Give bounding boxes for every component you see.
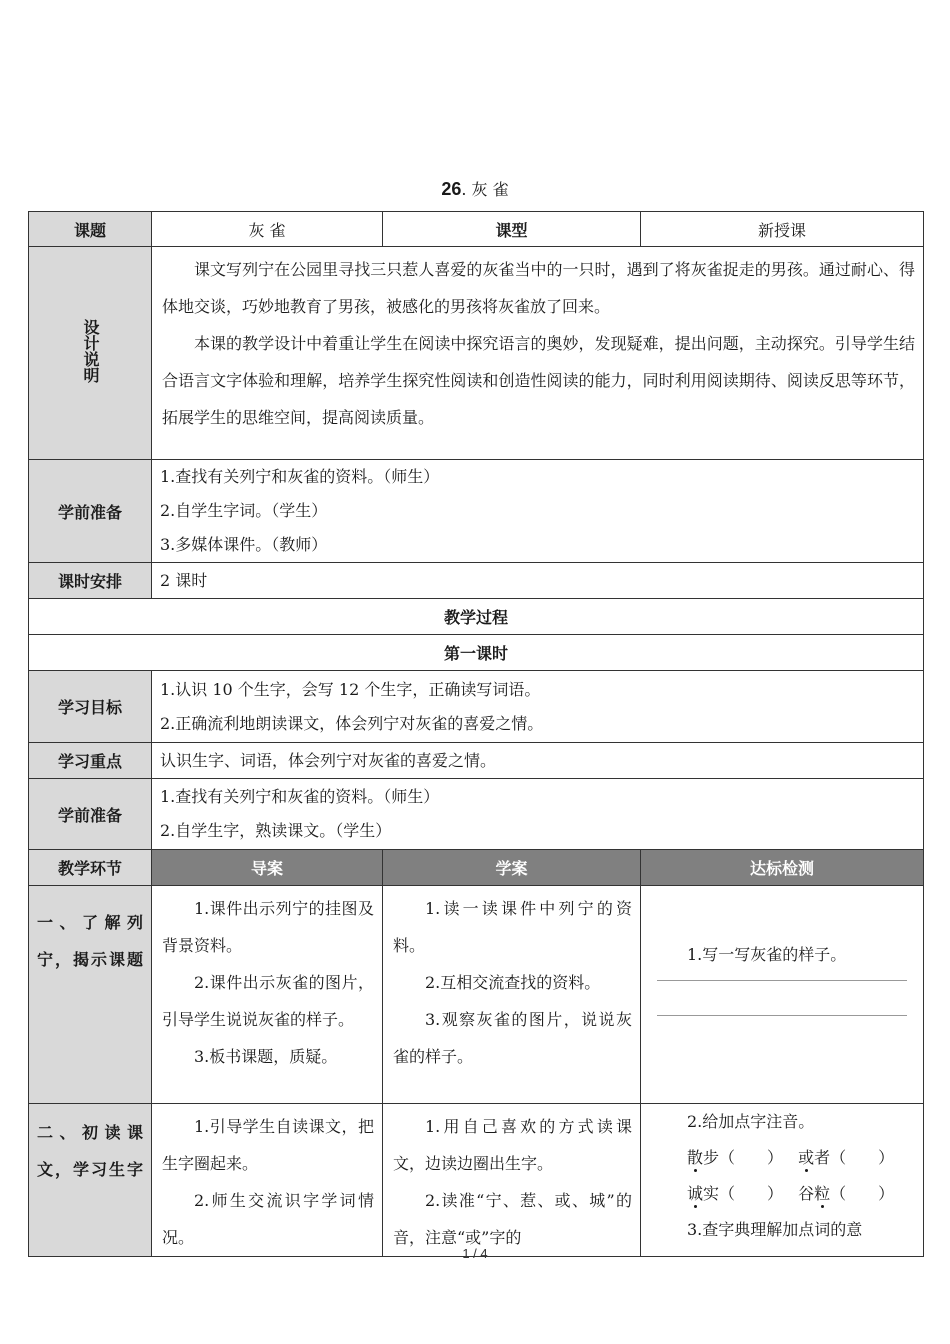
study-step: 1.读一读课件中列宁的资料。 <box>393 899 632 955</box>
prep1-item: 3.多媒体课件。（教师） <box>160 535 328 554</box>
goal-item: 1.认识 10 个生字，会写 12 个生字，正确读写词语。 <box>160 679 541 699</box>
schedule-row <box>29 563 924 599</box>
topic-value: 灰 雀 <box>152 212 383 247</box>
section1-row <box>29 886 924 1104</box>
word-item: 谷粒（ ） <box>798 1184 895 1203</box>
design-paragraph-2: 本课的教学设计中着重让学生在阅读中探究语言的奥妙，发现疑难，提出问题，主动探究。引导学生结合语言文字体验和理解，培养学生探究性阅读和创造性阅读的能力，同时利用阅读期待、阅读反思等环节，拓展学生的思维空间，提高阅读质量。 <box>162 334 915 427</box>
prep2-content <box>152 779 924 850</box>
guide-step: 1.课件出示列宁的挂图及背景资料。 <box>162 899 374 955</box>
answer-line <box>657 1015 907 1016</box>
header-row <box>29 212 924 247</box>
focus-row <box>29 743 924 779</box>
study-step: 1.用自己喜欢的方式读课文，边读边圈出生字。 <box>393 1117 632 1173</box>
type-label: 课型 <box>383 212 641 247</box>
design-paragraph-1: 课文写列宁在公园里寻找三只惹人喜爱的灰雀当中的一只时，遇到了将灰雀捉走的男孩。通过耐心、得体地交谈，巧妙地教育了男孩，被感化的男孩将灰雀放了回来。 <box>162 260 915 316</box>
goals-content <box>152 671 924 743</box>
answer-line <box>657 980 907 981</box>
study-step: 3.观察灰雀的图片，说说灰雀的样子。 <box>393 1010 632 1066</box>
design-text <box>152 247 923 442</box>
schedule-value: 2 课时 <box>152 563 924 599</box>
check-task: 1.写一写灰雀的样子。 <box>687 945 847 964</box>
lesson-number: 26 <box>441 179 462 199</box>
design-content <box>152 247 924 460</box>
word-row <box>687 1176 923 1212</box>
type-value: 新授课 <box>641 212 924 247</box>
process-title: 教学过程 <box>29 599 924 635</box>
schedule-label: 课时安排 <box>29 563 152 599</box>
lesson-name: . 灰 雀 <box>461 180 509 199</box>
section2-guide <box>152 1104 383 1257</box>
prep2-item: 2.自学生字，熟读课文。（学生） <box>160 821 392 840</box>
prep1-item: 2.自学生字词。（学生） <box>160 501 328 520</box>
phase-column-header: 教学环节 <box>29 850 152 886</box>
goals-row <box>29 671 924 743</box>
guide-step: 1.引导学生自读课文，把生字圈起来。 <box>162 1117 374 1173</box>
process-title-row <box>29 599 924 635</box>
word-row <box>687 1140 923 1176</box>
section1-guide <box>152 886 383 1104</box>
lesson-title: 第一课时 <box>29 635 924 671</box>
guide-column-header: 导案 <box>152 850 383 886</box>
prep1-label: 学前准备 <box>29 460 152 563</box>
design-label <box>29 247 152 460</box>
prep2-label: 学前准备 <box>29 779 152 850</box>
section2-study <box>383 1104 641 1257</box>
guide-step: 2.师生交流识字学词情况。 <box>162 1191 374 1247</box>
prep2-item: 1.查找有关列宁和灰雀的资料。（师生） <box>160 787 440 806</box>
word-item: 或者（ ） <box>798 1148 895 1167</box>
guide-step: 2.课件出示灰雀的图片，引导学生说说灰雀的样子。 <box>162 973 374 1029</box>
goal-item: 2.正确流利地朗读课文，体会列宁对灰雀的喜爱之情。 <box>160 713 544 733</box>
study-column-header: 学案 <box>383 850 641 886</box>
section2-phase: 二、初读课文，学习生字 <box>29 1104 152 1257</box>
guide-step: 3.板书课题，质疑。 <box>194 1047 338 1066</box>
prep2-row <box>29 779 924 850</box>
lesson-title-row <box>29 635 924 671</box>
section1-check <box>641 886 924 1104</box>
topic-label: 课题 <box>29 212 152 247</box>
word-item: 诚实（ ） <box>687 1184 784 1203</box>
page-number: 1 / 4 <box>462 1246 488 1261</box>
study-step: 2.读准“宁、惹、或、城”的音，注意“或”字的 <box>393 1191 632 1247</box>
lesson-plan-table <box>28 211 924 1257</box>
prep1-content <box>152 460 924 563</box>
section2-check <box>641 1104 924 1257</box>
prep1-row <box>29 460 924 563</box>
check-task: 3.查字典理解加点词的意 <box>687 1220 863 1239</box>
design-row <box>29 247 924 460</box>
section1-study <box>383 886 641 1104</box>
check-column-header: 达标检测 <box>641 850 924 886</box>
section1-phase: 一、了解列宁，揭示课题 <box>29 886 152 1104</box>
word-item: 散步（ ） <box>687 1148 784 1167</box>
document-title <box>0 177 950 200</box>
check-task: 2.给加点字注音。 <box>687 1112 815 1131</box>
columns-row <box>29 850 924 886</box>
prep1-item: 1.查找有关列宁和灰雀的资料。（师生） <box>160 467 440 486</box>
section2-row <box>29 1104 924 1257</box>
design-label-text: 设计说明 <box>81 319 100 383</box>
study-step: 2.互相交流查找的资料。 <box>425 973 601 992</box>
focus-value: 认识生字、词语，体会列宁对灰雀的喜爱之情。 <box>152 743 924 779</box>
focus-label: 学习重点 <box>29 743 152 779</box>
goals-label: 学习目标 <box>29 671 152 743</box>
